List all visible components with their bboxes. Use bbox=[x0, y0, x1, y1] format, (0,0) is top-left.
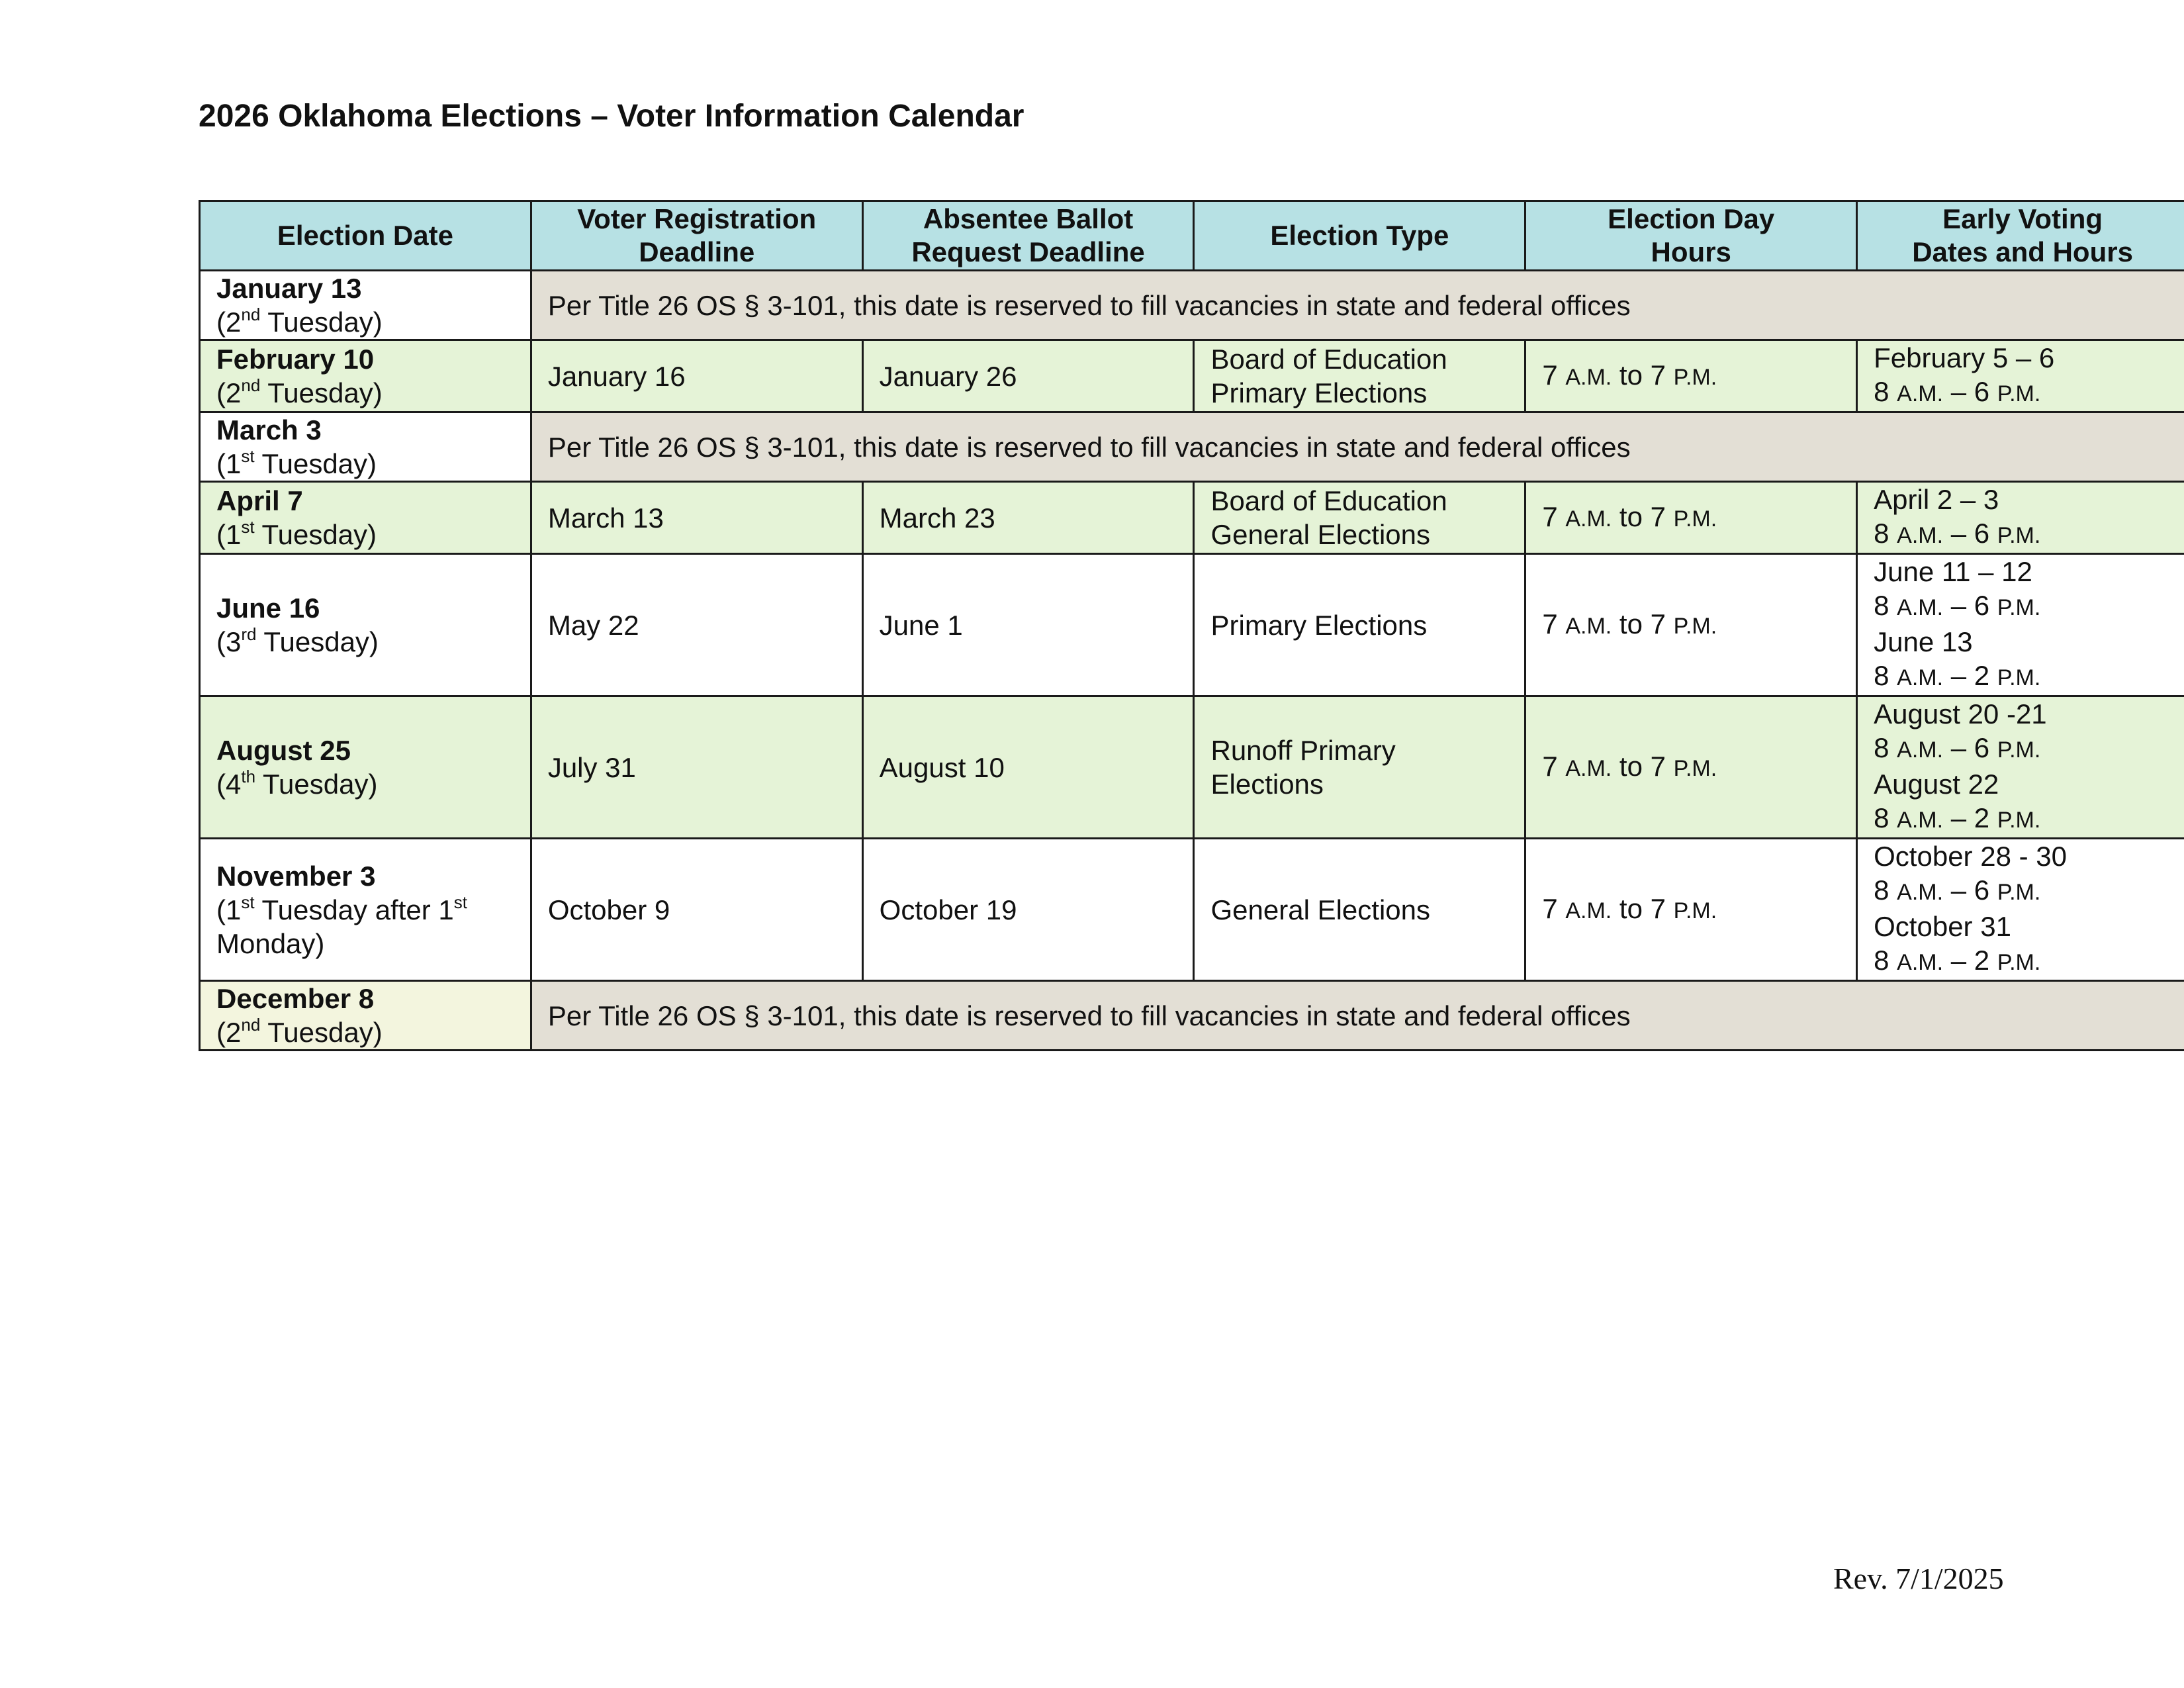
election-date-cell: December 8 (2nd Tuesday) bbox=[200, 981, 531, 1051]
early-voting-cell: October 28 - 30 8 A.M. – 6 P.M. October 31 8 A.M. – 2 P.M. bbox=[1857, 839, 2184, 981]
election-date-cell: August 25 (4th Tuesday) bbox=[200, 696, 531, 839]
election-type-cell: Board of Education General Elections bbox=[1194, 482, 1525, 554]
absentee-deadline-cell: January 26 bbox=[862, 340, 1194, 412]
table-row bbox=[200, 981, 2184, 1051]
election-date-cell: March 3 (1st Tuesday) bbox=[200, 412, 531, 482]
header-election-type: Election Type bbox=[1194, 201, 1525, 271]
revision-date: Rev. 7/1/2025 bbox=[1833, 1562, 2004, 1595]
absentee-deadline-cell: March 23 bbox=[862, 482, 1194, 554]
header-election-day-hours: Election Day Hours bbox=[1525, 201, 1857, 271]
election-type-cell: Primary Elections bbox=[1194, 554, 1525, 696]
header-absentee-ballot-deadline: Absentee Ballot Request Deadline bbox=[862, 201, 1194, 271]
reserved-notice: Per Title 26 OS § 3-101, this date is reserved to fill vacancies in state and federal offices bbox=[531, 412, 2184, 482]
table-row bbox=[200, 412, 2184, 482]
election-type-cell: General Elections bbox=[1194, 839, 1525, 981]
registration-deadline-cell: January 16 bbox=[531, 340, 862, 412]
table-row bbox=[200, 696, 2184, 839]
registration-deadline-cell: May 22 bbox=[531, 554, 862, 696]
registration-deadline-cell: October 9 bbox=[531, 839, 862, 981]
table-row bbox=[200, 554, 2184, 696]
early-voting-cell: August 20 -21 8 A.M. – 6 P.M. August 22 8 A.M. – 2 P.M. bbox=[1857, 696, 2184, 839]
election-day-hours-cell: 7 A.M. to 7 P.M. bbox=[1525, 482, 1857, 554]
election-date-cell: June 16 (3rd Tuesday) bbox=[200, 554, 531, 696]
registration-deadline-cell: July 31 bbox=[531, 696, 862, 839]
reserved-notice: Per Title 26 OS § 3-101, this date is reserved to fill vacancies in state and federal offices bbox=[531, 981, 2184, 1051]
table-row bbox=[200, 340, 2184, 412]
page-title: 2026 Oklahoma Elections – Voter Information Calendar bbox=[199, 99, 1024, 134]
table-row bbox=[200, 271, 2184, 340]
header-early-voting: Early Voting Dates and Hours bbox=[1857, 201, 2184, 271]
registration-deadline-cell: March 13 bbox=[531, 482, 862, 554]
absentee-deadline-cell: October 19 bbox=[862, 839, 1194, 981]
header-election-date: Election Date bbox=[200, 201, 531, 271]
election-day-hours-cell: 7 A.M. to 7 P.M. bbox=[1525, 554, 1857, 696]
absentee-deadline-cell: June 1 bbox=[862, 554, 1194, 696]
early-voting-cell: June 11 – 12 8 A.M. – 6 P.M. June 13 8 A.M. – 2 P.M. bbox=[1857, 554, 2184, 696]
election-day-hours-cell: 7 A.M. to 7 P.M. bbox=[1525, 839, 1857, 981]
election-type-cell: Board of Education Primary Elections bbox=[1194, 340, 1525, 412]
table-row bbox=[200, 839, 2184, 981]
election-date-cell: November 3 (1st Tuesday after 1st Monday) bbox=[200, 839, 531, 981]
election-type-cell: Runoff Primary Elections bbox=[1194, 696, 1525, 839]
election-calendar-table bbox=[199, 200, 2184, 1051]
election-day-hours-cell: 7 A.M. to 7 P.M. bbox=[1525, 340, 1857, 412]
reserved-notice: Per Title 26 OS § 3-101, this date is reserved to fill vacancies in state and federal offices bbox=[531, 271, 2184, 340]
header-row bbox=[200, 201, 2184, 271]
election-date-cell: January 13 (2nd Tuesday) bbox=[200, 271, 531, 340]
election-day-hours-cell: 7 A.M. to 7 P.M. bbox=[1525, 696, 1857, 839]
election-date-cell: February 10 (2nd Tuesday) bbox=[200, 340, 531, 412]
absentee-deadline-cell: August 10 bbox=[862, 696, 1194, 839]
table-row bbox=[200, 482, 2184, 554]
early-voting-cell: April 2 – 3 8 A.M. – 6 P.M. bbox=[1857, 482, 2184, 554]
early-voting-cell: February 5 – 6 8 A.M. – 6 P.M. bbox=[1857, 340, 2184, 412]
election-date-cell: April 7 (1st Tuesday) bbox=[200, 482, 531, 554]
header-voter-registration-deadline: Voter Registration Deadline bbox=[531, 201, 862, 271]
